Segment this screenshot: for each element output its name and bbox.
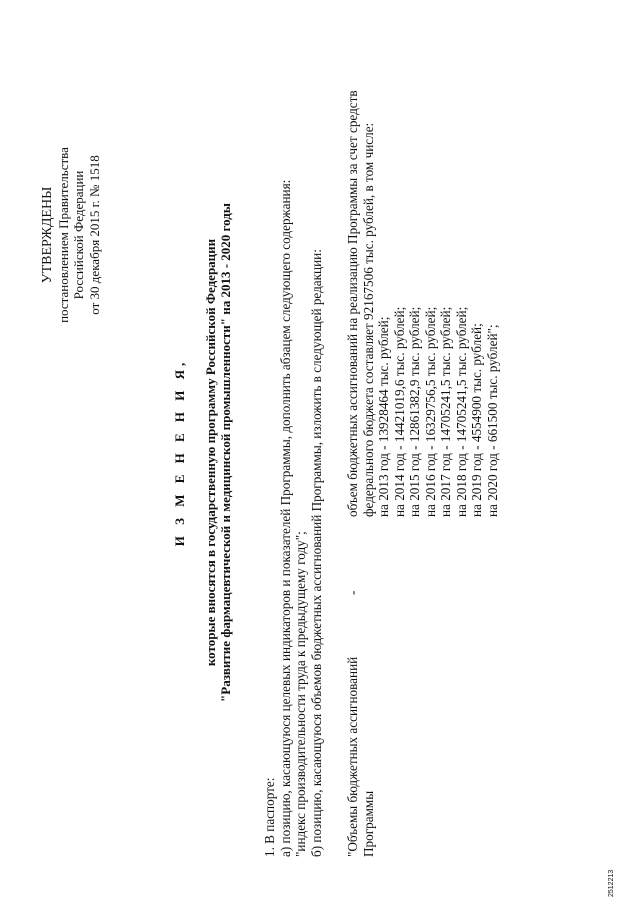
funding-line: на 2017 год - 14705241,5 тыс. рублей; [438,306,453,517]
funding-line: на 2019 год - 4554900 тыс. рублей; [469,323,484,517]
funding-line: объем бюджетных ассигнований на реализацию Программы за счет средств [345,90,360,517]
funding-details [345,37,500,517]
paragraph-2: а) позицию, касающуюся целевых индикаторов и показателей Программы, дополнить абзацем следующего содержания: [277,179,293,857]
title-line-3: "Развитие фармацевтической и медицинской промышленности" на 2013 - 2020 годы [218,203,233,702]
funding-line: на 2020 год - 661500 тыс. рублей"; [484,324,500,517]
document-body [262,37,324,857]
title-line-2: которые вносятся в государственную программу Российской Федерации [202,238,218,667]
funding-label [345,607,376,857]
funding-label-line-2: Программы [360,790,376,857]
approved-line-4: от 30 декабря 2015 г. № 1518 [86,155,102,315]
approved-line-3: Российской Федерации [71,170,86,300]
approved-line-2: постановлением Правительства [55,147,71,323]
paragraph-3: "индекс производительности труда к предыдущему году"; [293,531,308,857]
paragraph-4: б) позицию, касающуюся объемов бюджетных ассигнований Программы, изложить в следующей редакции: [308,249,324,857]
funding-line: на 2014 год - 14421019,6 тыс. рублей; [391,306,407,517]
approved-heading: УТВЕРЖДЕНЫ [40,186,55,284]
document-code: 2512213 [608,869,615,897]
funding-line: федерального бюджета составляет 92167506 тыс. рублей, в том числе: [360,122,376,517]
document-title [172,0,234,905]
title-heading: И З М Е Н Е Н И Я, [172,358,187,547]
funding-line: на 2018 год - 14705241,5 тыс. рублей; [453,306,469,517]
funding-line: на 2015 год - 12861382,9 тыс. рублей; [407,306,422,517]
funding-line: на 2016 год - 16329756,5 тыс. рублей; [422,306,438,517]
funding-dash: - [345,590,360,595]
paragraph-1: 1. В паспорте: [262,777,277,857]
funding-line: на 2013 год - 13928464 тыс. рублей; [376,316,391,517]
funding-label-line-1: "Объемы бюджетных ассигнований [345,656,360,857]
approval-stamp [40,110,102,360]
